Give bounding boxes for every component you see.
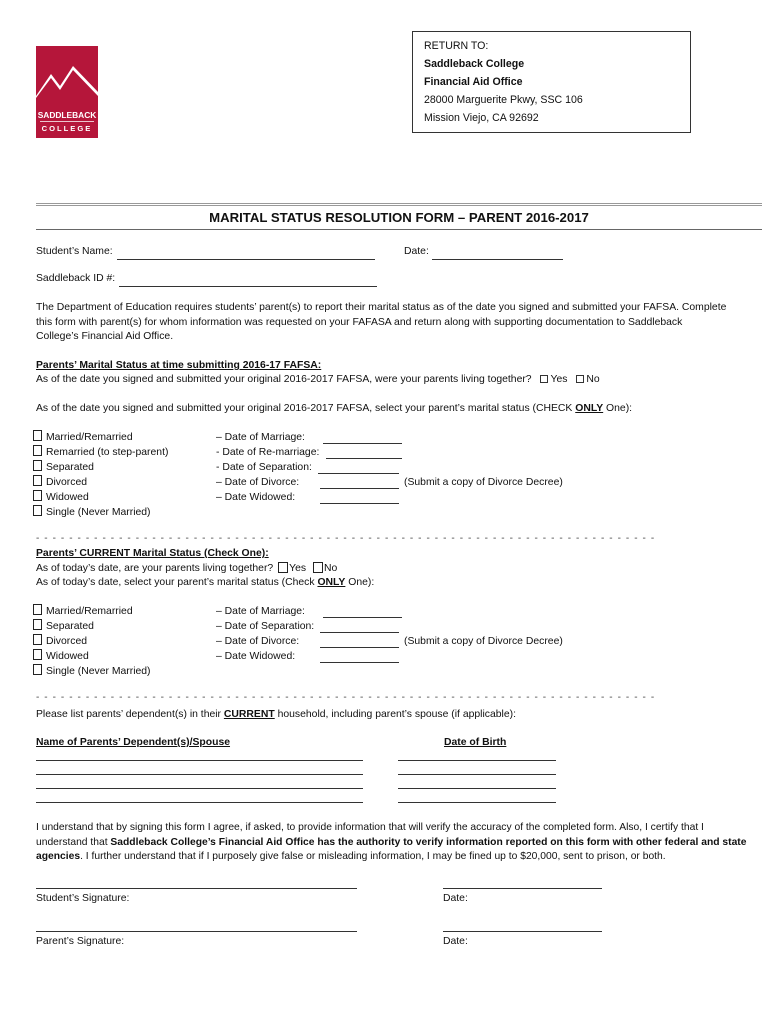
student-signature-date-label: Date: xyxy=(443,893,468,904)
student-signature-label: Student’s Signature: xyxy=(36,893,130,904)
s2-single-checkbox[interactable] xyxy=(33,664,42,675)
section2-question-text: As of today’s date, are your parents living together? xyxy=(36,563,274,574)
return-street: 28000 Marguerite Pkwy, SSC 106 xyxy=(424,94,583,106)
s2-divorced-label: Divorced xyxy=(46,636,87,647)
section2-yes-label: Yes xyxy=(289,563,307,574)
student-signature-field[interactable] xyxy=(36,888,357,889)
s1-separated-date-label: - Date of Separation: xyxy=(216,462,312,473)
dependent-name-field-1[interactable] xyxy=(36,760,363,761)
dependent-name-field-3[interactable] xyxy=(36,788,363,789)
section2-instruction-only: ONLY xyxy=(317,577,346,588)
saddleback-college-logo xyxy=(36,46,98,138)
certification-line-3-post: . I further understand that if I purposely give false or misleading information, I may be fined up to $20,000, sent to prison, or both. xyxy=(80,851,666,862)
dependents-prompt xyxy=(36,709,516,720)
intro-line-1: The Department of Education requires students’ parent(s) to report their marital status as of the date you signed and submitted your FAFSA. Complete xyxy=(36,302,727,313)
section1-heading: Parents’ Marital Status at time submitting 2016-17 FAFSA: xyxy=(36,360,322,371)
dependents-name-header: Name of Parents’ Dependent(s)/Spouse xyxy=(36,737,231,748)
s1-remarried-date-field[interactable] xyxy=(326,458,402,459)
section2-heading: Parents’ CURRENT Marital Status (Check One): xyxy=(36,548,269,559)
section1-instruction-pre: As of the date you signed and submitted your original 2016-2017 FAFSA, select your parent’s marital status (CHECK xyxy=(36,403,576,414)
s1-single-label: Single (Never Married) xyxy=(46,507,151,518)
s1-divorced-date-label: – Date of Divorce: xyxy=(216,477,300,488)
certification-line-2-bold: Saddleback College’s Financial Aid Office has the authority to verify information reported on this form with other federal and state xyxy=(110,837,747,848)
header-divider xyxy=(36,203,762,206)
s1-widowed-label: Widowed xyxy=(46,492,89,503)
s1-widowed-date-field[interactable] xyxy=(320,503,399,504)
return-org: Saddleback College xyxy=(424,58,525,70)
certification-line-2 xyxy=(36,837,746,848)
s1-divorced-label: Divorced xyxy=(46,477,87,488)
s1-divorced-checkbox[interactable] xyxy=(33,475,42,486)
intro-line-3: College’s Financial Aid Office. xyxy=(36,331,174,342)
s2-divorced-checkbox[interactable] xyxy=(33,634,42,645)
certification-line-2-pre: understand that xyxy=(36,837,111,848)
s2-single-label: Single (Never Married) xyxy=(46,666,151,677)
title-divider xyxy=(36,229,762,230)
s2-divorced-note: (Submit a copy of Divorce Decree) xyxy=(404,636,563,647)
dependent-dob-field-1[interactable] xyxy=(398,760,556,761)
section2-instruction-post: One): xyxy=(345,577,375,588)
saddleback-id-field[interactable] xyxy=(119,286,377,287)
s1-separated-date-field[interactable] xyxy=(318,473,399,474)
s2-married-date-label: – Date of Marriage: xyxy=(216,606,305,617)
dependent-dob-field-3[interactable] xyxy=(398,788,556,789)
dependent-name-field-2[interactable] xyxy=(36,774,363,775)
s2-widowed-date-field[interactable] xyxy=(320,662,399,663)
s1-married-date-field[interactable] xyxy=(323,443,402,444)
student-signature-date-field[interactable] xyxy=(443,888,602,889)
s1-single-checkbox[interactable] xyxy=(33,505,42,516)
intro-line-2: this form with parent(s) for whom information was requested on your FAFASA and return along with supporting documentation to Saddleback xyxy=(36,317,683,328)
svg-text:SADDLEBACK: SADDLEBACK xyxy=(37,110,97,120)
s1-divorced-date-field[interactable] xyxy=(320,488,399,489)
section-divider-2: - - - - - - - - - - - - - - - - - - - - - - - - - - - - - - - - - - - - - - - - - - - - - - - - - - - - - - - - - - - - - - - - - - - - - - - - - - - xyxy=(36,692,656,703)
dependents-prompt-current: CURRENT xyxy=(223,709,275,720)
dependent-dob-field-4[interactable] xyxy=(398,802,556,803)
certification-line-1: I understand that by signing this form I agree, if asked, to provide information that will verify the accuracy of the completed form. Also, I certify that I xyxy=(36,822,704,833)
parent-signature-field[interactable] xyxy=(36,931,357,932)
section1-instruction xyxy=(36,403,632,414)
s2-widowed-date-label: – Date Widowed: xyxy=(216,651,296,662)
section1-yes-checkbox[interactable] xyxy=(540,375,548,383)
s1-widowed-checkbox[interactable] xyxy=(33,490,42,501)
s1-widowed-date-label: – Date Widowed: xyxy=(216,492,296,503)
section2-no-label: No xyxy=(323,563,338,574)
section1-yes-label: Yes xyxy=(550,374,568,385)
student-name-label: Student’s Name: xyxy=(36,246,113,257)
parent-signature-label: Parent’s Signature: xyxy=(36,936,125,947)
s2-divorced-date-label: – Date of Divorce: xyxy=(216,636,300,647)
section1-instruction-post: One): xyxy=(603,403,633,414)
parent-signature-date-label: Date: xyxy=(443,936,468,947)
s2-married-checkbox[interactable] xyxy=(33,604,42,615)
s2-separated-checkbox[interactable] xyxy=(33,619,42,630)
s2-widowed-checkbox[interactable] xyxy=(33,649,42,660)
certification-line-3 xyxy=(36,851,666,862)
section1-instruction-only: ONLY xyxy=(575,403,604,414)
section-divider-1: - - - - - - - - - - - - - - - - - - - - - - - - - - - - - - - - - - - - - - - - - - - - - - - - - - - - - - - - - - - - - - - - - - - - - - - - - - - xyxy=(36,533,656,544)
s1-remarried-date-label: - Date of Re-marriage: xyxy=(216,447,320,458)
date-field[interactable] xyxy=(432,259,563,260)
s1-separated-label: Separated xyxy=(46,462,94,473)
parent-signature-date-field[interactable] xyxy=(443,931,602,932)
section1-no-label: No xyxy=(586,374,600,385)
dependents-dob-header: Date of Birth xyxy=(444,737,507,748)
dependents-prompt-pre: Please list parents’ dependent(s) in their xyxy=(36,709,224,720)
certification-line-3-bold: agencies xyxy=(36,851,81,862)
s2-separated-date-label: – Date of Separation: xyxy=(216,621,315,632)
section2-no-checkbox[interactable] xyxy=(313,562,323,573)
s1-remarried-checkbox[interactable] xyxy=(33,445,42,456)
s1-married-date-label: – Date of Marriage: xyxy=(216,432,305,443)
section2-yes-checkbox[interactable] xyxy=(278,562,288,573)
s2-divorced-date-field[interactable] xyxy=(320,647,399,648)
section2-question xyxy=(36,562,337,574)
s2-separated-date-field[interactable] xyxy=(320,632,399,633)
date-label: Date: xyxy=(404,246,429,257)
dependent-name-field-4[interactable] xyxy=(36,802,363,803)
s2-married-label: Married/Remarried xyxy=(46,606,133,617)
s1-married-checkbox[interactable] xyxy=(33,430,42,441)
return-office: Financial Aid Office xyxy=(424,76,523,88)
section1-question xyxy=(36,374,600,385)
dependent-dob-field-2[interactable] xyxy=(398,774,556,775)
section1-question-text: As of the date you signed and submitted your original 2016-2017 FAFSA, were your parents living together? xyxy=(36,374,532,385)
s1-remarried-label: Remarried (to step-parent) xyxy=(46,447,169,458)
return-address-box xyxy=(412,31,691,133)
s2-widowed-label: Widowed xyxy=(46,651,89,662)
s1-divorced-note: (Submit a copy of Divorce Decree) xyxy=(404,477,563,488)
s1-separated-checkbox[interactable] xyxy=(33,460,42,471)
section2-instruction-pre: As of today’s date, select your parent’s marital status (Check xyxy=(36,577,318,588)
s2-separated-label: Separated xyxy=(46,621,94,632)
saddleback-id-label: Saddleback ID #: xyxy=(36,273,116,284)
return-city: Mission Viejo, CA 92692 xyxy=(424,112,539,124)
s1-married-label: Married/Remarried xyxy=(46,432,133,443)
student-name-field[interactable] xyxy=(117,259,375,260)
return-label: RETURN TO: xyxy=(424,40,489,52)
form-title: MARITAL STATUS RESOLUTION FORM – PARENT 2016-2017 xyxy=(209,210,589,225)
section1-no-checkbox[interactable] xyxy=(576,375,584,383)
s2-married-date-field[interactable] xyxy=(323,617,402,618)
svg-text:COLLEGE: COLLEGE xyxy=(41,124,93,133)
section2-instruction xyxy=(36,577,374,588)
dependents-prompt-post: household, including parent’s spouse (if applicable): xyxy=(274,709,516,720)
